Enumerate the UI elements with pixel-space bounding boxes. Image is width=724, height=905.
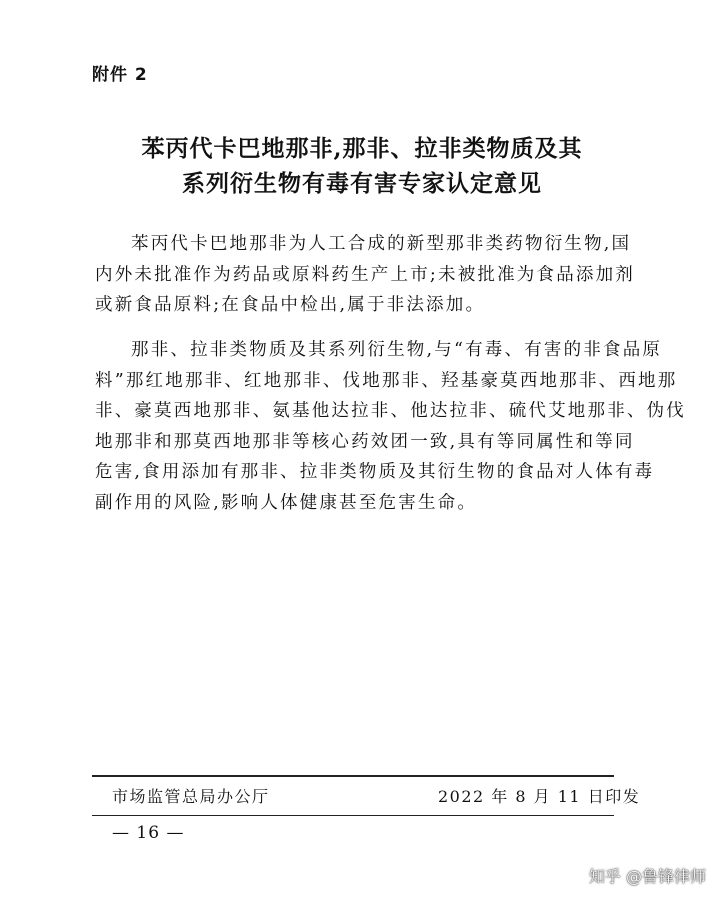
paragraph-line: 危害,食用添加有那非、拉非类物质及其衍生物的食品对人体有毒	[95, 462, 655, 482]
issuer-name: 市场监管总局办公厅	[112, 787, 270, 806]
paragraph-line: 苯丙代卡巴地那非为人工合成的新型那非类药物衍生物,国	[131, 234, 632, 254]
footer-rule-bottom	[92, 815, 614, 816]
footer-rule-top	[92, 775, 614, 777]
document-title-line-2: 系列衍生物有毒有害专家认定意见	[182, 170, 542, 197]
paragraph-2	[95, 335, 686, 518]
paragraph-1	[95, 229, 635, 321]
document-title-line-1: 苯丙代卡巴地那非,那非、拉非类物质及其	[141, 135, 583, 162]
issue-date: 2022 年 8 月 11 日印发	[438, 787, 641, 806]
paragraph-line: 副作用的风险,影响人体健康甚至危害生命。	[95, 492, 478, 513]
paragraph-line: 地那非和那莫西地那非等核心药效团一致,具有等同属性和等同	[95, 431, 635, 452]
paragraph-line: 料”那红地那非、红地那非、伐地那非、羟基豪莫西地那非、西地那	[95, 370, 678, 391]
paragraph-line: 那非、拉非类物质及其系列衍生物,与“有毒、有害的非食品原	[131, 340, 663, 360]
paragraph-line: 或新食品原料;在食品中检出,属于非法添加。	[95, 295, 486, 315]
page-number: — 16 —	[112, 823, 185, 843]
paragraph-line: 非、豪莫西地那非、氨基他达拉非、他达拉非、硫代艾地那非、伪伐	[95, 401, 686, 421]
watermark: 知乎 @鲁锋律师	[588, 867, 706, 886]
paragraph-line: 内外未批准作为药品或原料药生产上市;未被批准为食品添加剂	[95, 264, 635, 285]
attachment-label: 附件 2	[92, 65, 148, 85]
